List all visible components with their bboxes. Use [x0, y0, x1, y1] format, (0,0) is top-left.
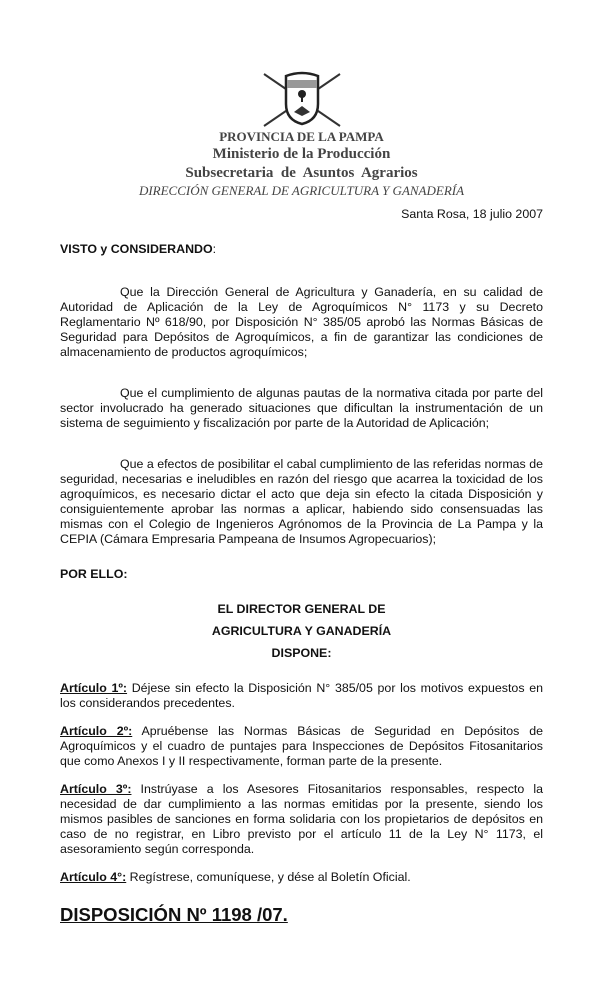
dispone-heading: DISPONE: — [271, 646, 332, 660]
authority-line-2: AGRICULTURA Y GANADERÍA — [211, 624, 392, 638]
considerando-2: Que el cumplimiento de algunas pautas de la normativa citada por parte del sector involucrado ha generado situaciones que dificultan la instrumentación de un sistema de seguimiento y fiscalización por parte de la Autoridad de Aplicación; — [60, 386, 543, 430]
article-3 — [60, 782, 543, 857]
header-subsecretaria: Subsecretaria de Asuntos Agrarios — [185, 165, 418, 181]
visto-label: VISTO y CONSIDERANDO — [60, 242, 213, 256]
visto-colon: : — [212, 242, 217, 256]
article-3-label: Artículo 3º: — [60, 782, 132, 796]
header-ministry: Ministerio de la Producción — [212, 146, 391, 162]
header-direccion: DIRECCIÓN GENERAL DE AGRICULTURA Y GANADERÍA — [138, 183, 465, 198]
article-4-text: Regístrese, comuníquese, y dése al Boletín Oficial. — [126, 870, 411, 884]
article-1 — [60, 681, 543, 711]
coat-of-arms-emblem — [256, 68, 348, 128]
considerando-1: Que la Dirección General de Agricultura y Ganadería, en su calidad de Autoridad de Aplicación de la Ley de Agroquímicos N° 1173 y su Decreto Reglamentario Nº 618/90, por Disposición N° 385/05 aprobó las Normas Básicas de Seguridad para Depósitos de Agroquímicos, a fin de garantizar las condiciones de almacenamiento de productos agroquímicos; — [60, 285, 543, 359]
article-4 — [60, 870, 543, 885]
article-3-text: Instrúyase a los Asesores Fitosanitarios responsables, respecto la necesidad de dar cumplimiento a las normas emitidas por la presente, siendo los mismos pasibles de sanciones en forma solidaria con los propietarios de depósitos en caso de no registrar, en Libro previsto por el artículo 11 de la Ley N° 1173, el asesoramiento según corresponda. — [60, 782, 544, 856]
header-province: PROVINCIA DE LA PAMPA — [219, 129, 384, 144]
article-1-text: Déjese sin efecto la Disposición N° 385/05 por los motivos expuestos en los considerandos precedentes. — [60, 681, 543, 710]
article-2-label: Artículo 2º: — [60, 724, 133, 738]
por-ello-heading: POR ELLO: — [60, 567, 128, 581]
article-4-label: Artículo 4°: — [60, 870, 127, 884]
authority-line-1: EL DIRECTOR GENERAL DE — [217, 602, 386, 616]
article-1-label: Artículo 1º: — [60, 681, 128, 695]
article-2 — [60, 724, 543, 769]
disposicion-number: DISPOSICIÓN Nº 1198 /07. — [60, 904, 288, 925]
considerando-3: Que a efectos de posibilitar el cabal cumplimiento de las referidas normas de seguridad, necesarias e ineludibles en razón del riesgo que acarrea la toxicidad de los agroquímicos, es necesario dictar el acto que deja sin efecto la citada Disposición y consiguientemente aprobar las normas a aplicar, habiendo sido consensuadas las mismas con el Colegio de Ingenieros Agrónomos de la Provincia de La Pampa y la CEPIA (Cámara Empresaria Pampeana de Insumos Agropecuarios); — [60, 457, 543, 546]
article-2-text: Apruébense las Normas Básicas de Seguridad en Depósitos de Agroquímicos y el cuadro de puntajes para Inspecciones de Depósitos Fitosanitarios que como Anexos I y II respectivamente, forman parte de la presente. — [60, 724, 543, 768]
visto-heading — [60, 242, 543, 257]
document-date: Santa Rosa, 18 julio 2007 — [401, 207, 543, 221]
